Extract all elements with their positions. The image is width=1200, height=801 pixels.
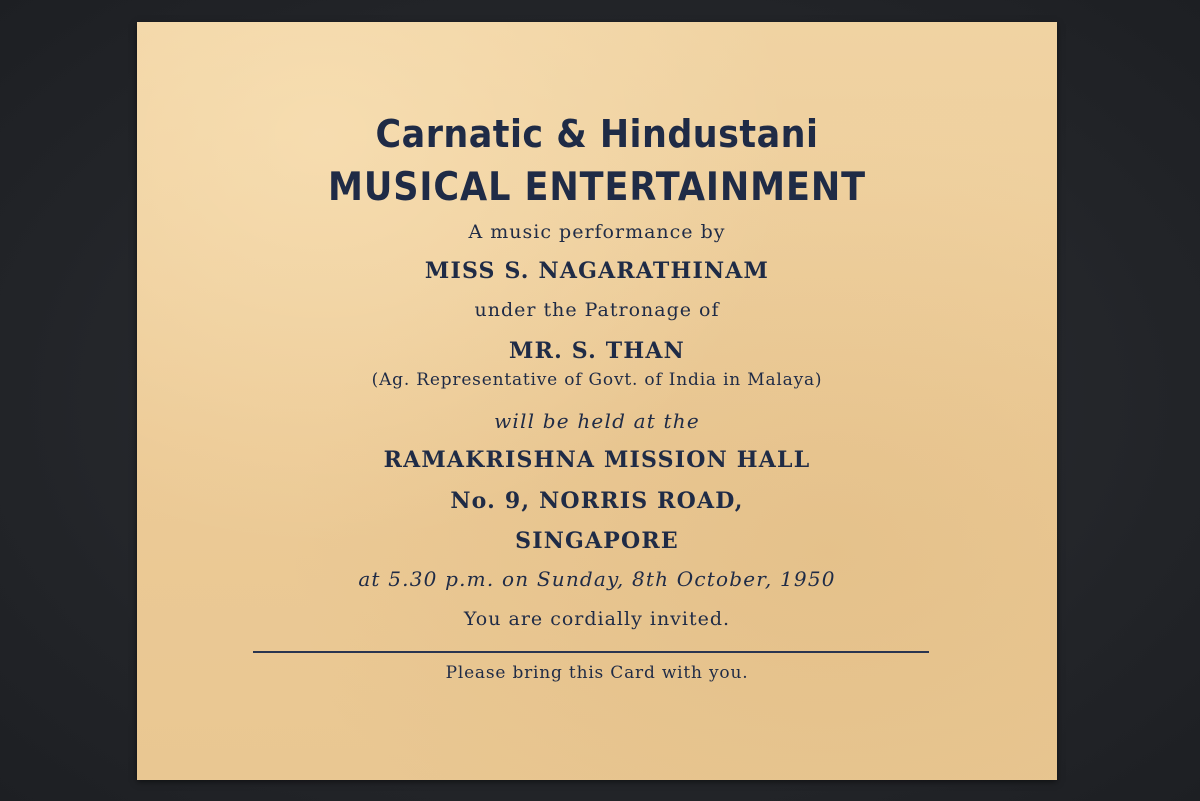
heading-line-2: MUSICAL ENTERTAINMENT (328, 165, 866, 210)
venue-address: No. 9, NORRIS ROAD, (450, 488, 744, 514)
heading-line-1: Carnatic & Hindustani (375, 112, 819, 156)
intro-text: A music performance by (468, 221, 726, 243)
venue-city: SINGAPORE (515, 528, 679, 554)
venue-name: RAMAKRISHNA MISSION HALL (383, 447, 811, 473)
invitation-text: You are cordially invited. (463, 608, 731, 630)
date-time: at 5.30 p.m. on Sunday, 8th October, 1950 (358, 567, 836, 591)
patronage-text: under the Patronage of (474, 299, 720, 321)
invitation-card (137, 22, 1057, 780)
patron-name: MR. S. THAN (509, 338, 685, 364)
patron-title: (Ag. Representative of Govt. of India in Malaya) (371, 370, 823, 390)
divider-line (253, 651, 929, 653)
venue-intro: will be held at the (494, 409, 700, 433)
footer-note: Please bring this Card with you. (445, 663, 749, 683)
performer-name: MISS S. NAGARATHINAM (424, 258, 770, 284)
